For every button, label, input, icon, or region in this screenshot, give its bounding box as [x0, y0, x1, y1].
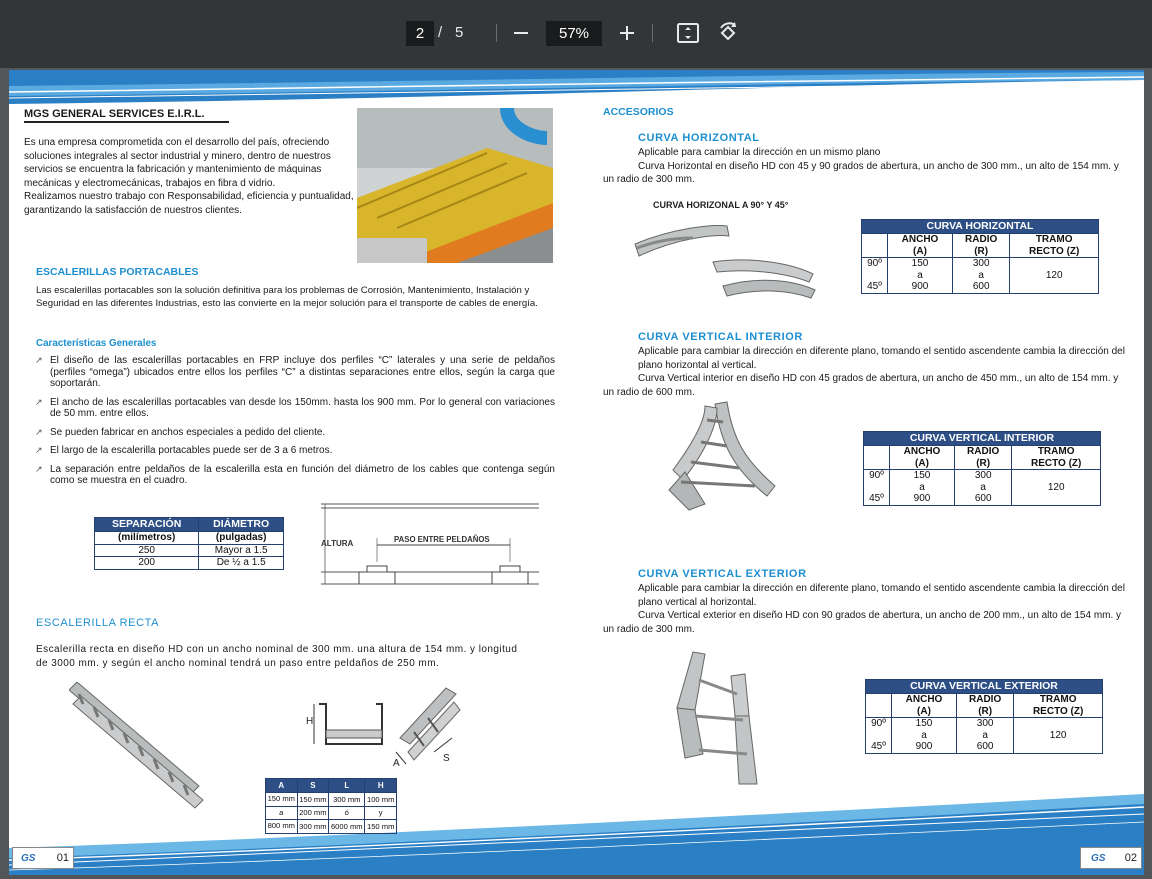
company-logo: GS: [1091, 853, 1106, 864]
straight-tray-image: [69, 682, 204, 817]
zoom-in-icon: [614, 20, 640, 46]
toolbar-divider: [652, 24, 653, 42]
table-row: 90º 45º 150 a 900 300 a 600 120: [866, 718, 1103, 754]
rotate-icon: [715, 20, 741, 46]
curva-horizontal-caption: CURVA HORIZONAL A 90° Y 45°: [653, 200, 789, 210]
table-row: 800 mm 300 mm 6000 mm 150 mm: [266, 820, 397, 834]
vertical-interior-curve-image: [665, 400, 777, 512]
company-name: MGS GENERAL SERVICES E.I.R.L.: [24, 108, 229, 123]
table-row: 90º 45º 150 a 900 300 a 600 120: [862, 258, 1099, 294]
page-total: 5: [455, 24, 464, 41]
fit-page-icon: [675, 20, 701, 46]
toolbar-divider: [496, 24, 497, 42]
curva-vertical-interior-table: CURVA VERTICAL INTERIOR ANCHO (A) RADIO (R) TRAMO RECTO (Z) 90º 45º 150 a 900 300 a 600 120: [863, 431, 1101, 506]
separation-table: [94, 517, 284, 570]
table-header: SEPARACIÓN: [95, 518, 199, 532]
curva-horizontal-title: CURVA HORIZONTAL: [638, 132, 760, 144]
table-caption: CURVA VERTICAL EXTERIOR: [866, 680, 1103, 694]
table-header: A: [266, 779, 298, 793]
caracteristicas-title: Características Generales: [36, 338, 157, 349]
rotate-button[interactable]: [715, 20, 741, 46]
horizontal-curve-image: [633, 218, 823, 304]
pdf-toolbar: [0, 0, 1152, 68]
zoom-out-icon: [508, 20, 534, 46]
curva-vertical-exterior-table: CURVA VERTICAL EXTERIOR ANCHO (A) RADIO (R) TRAMO RECTO (Z) 90º 45º 150 a 900 300 a 600 120: [865, 679, 1103, 754]
fiberglass-grating-photo: [357, 108, 553, 263]
table-header: S: [297, 779, 329, 793]
table-row: 200 De ½ a 1.5: [95, 557, 284, 570]
c-profile-diagram: [306, 700, 386, 748]
h-dimension-label: H: [306, 716, 314, 727]
table-row: 150 mm 150 mm 300 mm 100 mm: [266, 793, 397, 807]
paso-label: PASO ENTRE PELDAÑOS: [394, 535, 490, 544]
pdf-page: [9, 70, 1144, 875]
fit-page-button[interactable]: [675, 20, 701, 46]
page-number-left: GS 01: [12, 847, 74, 869]
curva-vertical-exterior-title: CURVA VERTICAL EXTERIOR: [638, 568, 807, 580]
table-header: DIÁMETRO: [199, 518, 284, 532]
zoom-out-button[interactable]: [508, 20, 534, 46]
table-header: H: [365, 779, 397, 793]
table-caption: CURVA VERTICAL INTERIOR: [864, 432, 1101, 446]
escalerillas-text: Las escalerillas portacables son la solución definitiva para los problemas de Corrosión, Mantenimiento, Instalación y Seguridad en las diferentes Industrias, esto las convierte en la mejor solución para el transporte de cables de energía.: [36, 285, 538, 309]
table-row: a 200 mm ó y: [266, 806, 397, 820]
curva-vertical-exterior-text: Aplicable para cambiar la dirección en diferente plano, tomando el sentido ascendente cambia la dirección del plano vertical al horizontal. Curva Vertical exterior en diseño HD con 90 grados de abertura, un ancho de 200 mm., un alto de 154 mm. y un radio de 300 mm.: [603, 583, 1125, 635]
curva-horizontal-table: CURVA HORIZONTAL ANCHO (A) RADIO (R) TRAMO RECTO (Z) 90º 45º 150 a 900 300 a 600 120: [861, 219, 1099, 294]
table-row: 250 Mayor a 1.5: [95, 544, 284, 557]
list-item: ↗ El largo de la escalerilla portacables puede ser de 3 a 6 metros.: [35, 445, 555, 457]
a-dimension-label: A: [393, 758, 400, 769]
escalerillas-title: ESCALERILLAS PORTACABLES: [36, 266, 199, 278]
header-swoosh: [9, 70, 1144, 110]
dimension-table: [265, 778, 397, 834]
page-number-input[interactable]: 2: [406, 21, 434, 46]
page-separator: /: [438, 24, 443, 41]
altura-label: ALTURA: [321, 539, 354, 548]
recta-title: ESCALERILLA RECTA: [36, 617, 160, 629]
table-header: L: [329, 779, 365, 793]
curva-horizontal-text: Aplicable para cambiar la dirección en un mismo plano Curva Horizontal en diseño HD con 45 y 90 grados de abertura, un ancho de 300 mm., un alto de 154 mm. y un radio de 300 mm.: [603, 147, 1119, 185]
table-subheader: (milímetros): [95, 532, 199, 545]
table-caption: CURVA HORIZONTAL: [862, 220, 1099, 234]
list-item: ↗ El ancho de las escalerillas portacables van desde los 150mm. hasta los 900 mm. Por lo general con variaciones de 50 mm. entre ellos.: [35, 397, 555, 420]
table-row: 90º 45º 150 a 900 300 a 600 120: [864, 470, 1101, 506]
tray-isometric-image: [394, 680, 464, 765]
accesorios-title: ACCESORIOS: [603, 106, 674, 118]
intro-paragraph: Es una empresa comprometida con el desarrollo del país, ofreciendo soluciones integrales al sector industrial y minero, dentro de nuestros servicios se encuentra la fabricación y mantenimiento de máquinas mecánicas y electromecánicas, trabajos en fibra d vidrio. Realizamos nuestro trabajo con Responsabilidad, eficiencia y puntualidad, garantizando la satisfacción de nuestros clientes.: [24, 137, 354, 216]
curva-vertical-interior-title: CURVA VERTICAL INTERIOR: [638, 331, 803, 343]
zoom-input[interactable]: 57%: [546, 21, 602, 46]
caracteristicas-list: [35, 355, 555, 494]
list-item: ↗ Se pueden fabricar en anchos especiales a pedido del cliente.: [35, 427, 555, 439]
zoom-in-button[interactable]: [614, 20, 640, 46]
company-logo: GS: [21, 853, 36, 864]
step-spacing-diagram: [317, 500, 539, 590]
curva-vertical-interior-text: Aplicable para cambiar la dirección en diferente plano, tomando el sentido ascendente cambia la dirección del plano horizontal al vertical. Curva Vertical interior en diseño HD con 45 grados de abertura, un ancho de 450 mm., un alto de 154 mm. y un radio de 600 mm.: [603, 346, 1125, 398]
table-subheader: (pulgadas): [199, 532, 284, 545]
list-item: ↗ La separación entre peldaños de la escalerilla esta en función del diámetro de los cables que contenga según como se muestra en el cuadro.: [35, 464, 555, 487]
recta-text: Escalerilla recta en diseño HD con un ancho nominal de 300 mm. una altura de 154 mm. y longitud de 3000 mm. y según el ancho nominal tendrá un paso entre peldaños de 250 mm.: [36, 644, 518, 669]
vertical-exterior-curve-image: [665, 650, 769, 788]
page-number-right: GS 02: [1080, 847, 1142, 869]
list-item: ↗ El diseño de las escalerillas portacables en FRP incluye dos perfiles “C” laterales y una serie de peldaños (perfiles “omega”) ubicados entre ellos los perfiles “C” a distintas separaciones entre ellos, según la carga que soportarán.: [35, 355, 555, 390]
s-dimension-label: S: [443, 753, 450, 764]
